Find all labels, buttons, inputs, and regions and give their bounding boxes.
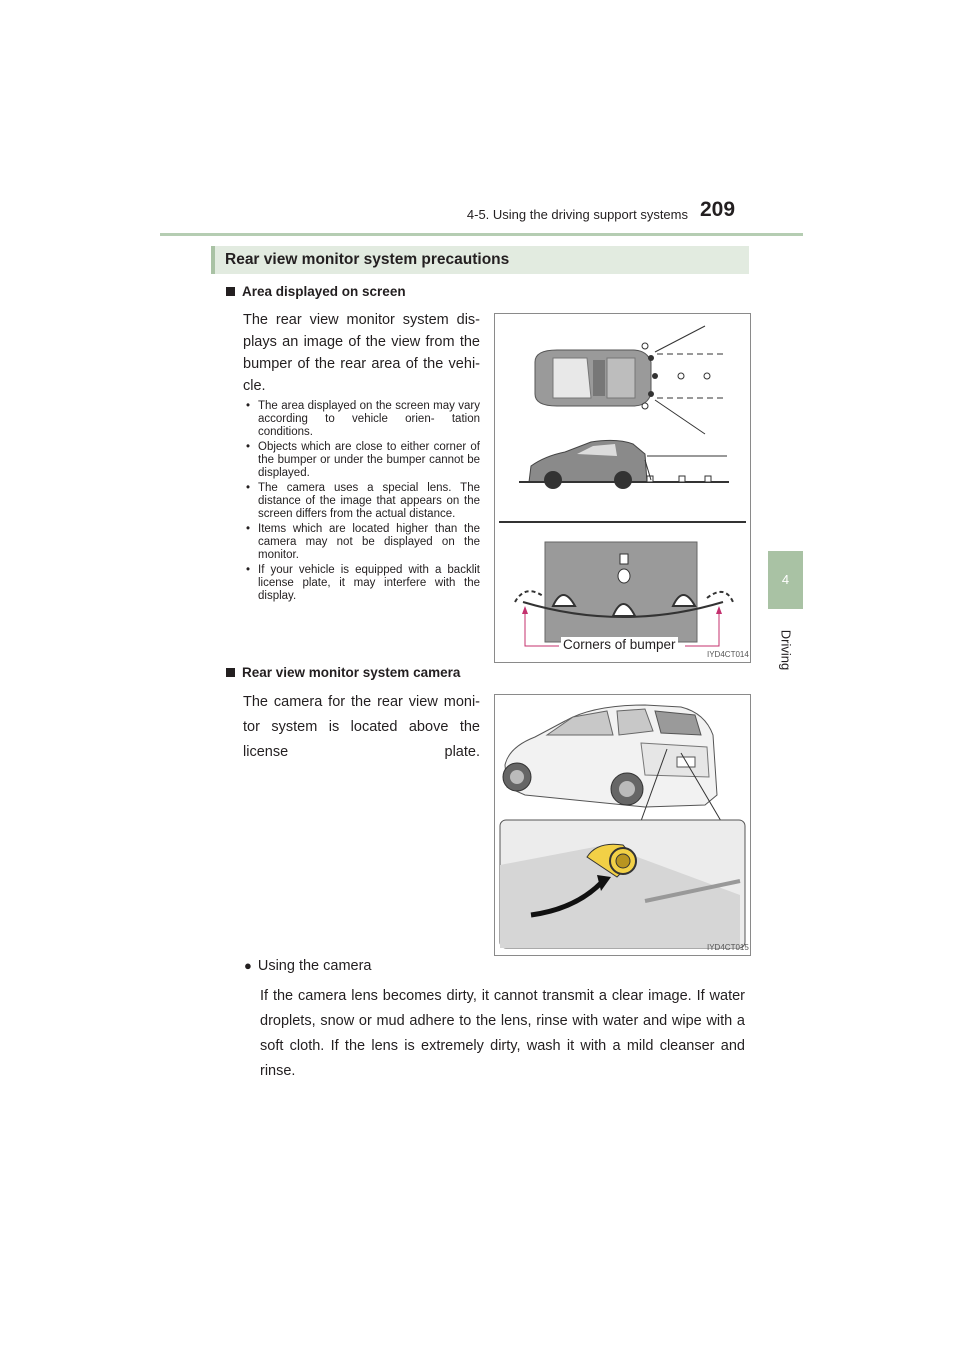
chapter-tab: 4 bbox=[768, 551, 803, 609]
section-title: Rear view monitor system precautions bbox=[225, 251, 510, 268]
list-item: • Items which are located higher than the camera may not be displayed on the monitor. bbox=[246, 523, 480, 561]
square-bullet-icon bbox=[226, 668, 235, 677]
camera-heading: Rear view monitor system camera bbox=[226, 665, 460, 680]
area-heading: Area displayed on screen bbox=[226, 284, 406, 299]
camera-diagram bbox=[495, 695, 750, 955]
car-rear-quarter-icon bbox=[503, 705, 717, 807]
list-item: • Objects which are close to either corner of the bumper or under the bumper cannot be displayed. bbox=[246, 441, 480, 479]
chapter-label bbox=[771, 620, 801, 680]
figure-id: IYD4CT014 bbox=[707, 650, 749, 659]
chapter-label-text: Driving bbox=[778, 629, 794, 671]
square-bullet-icon bbox=[226, 287, 235, 296]
corners-callout: Corners of bumper bbox=[563, 637, 676, 652]
car-top-view-icon bbox=[535, 350, 651, 406]
list-item: • The area displayed on the screen may vary according to vehicle orien- tation conditions. bbox=[246, 400, 480, 438]
area-diagram bbox=[495, 314, 750, 662]
using-heading: ● Using the camera bbox=[244, 958, 372, 974]
figure-id: IYD4CT015 bbox=[707, 943, 749, 952]
page-number: 209 bbox=[700, 198, 736, 221]
list-item: • The camera uses a special lens. The distance of the image that appears on the screen differs from the actual distance. bbox=[246, 482, 480, 520]
area-intro: The rear view monitor system dis- plays an image of the view from the bumper of the rear area of the vehi- cle. bbox=[243, 312, 480, 394]
camera-intro: The camera for the rear view moni- tor system is located above the license plate. bbox=[243, 694, 480, 760]
header-rule bbox=[160, 233, 803, 236]
round-bullet-icon: ● bbox=[244, 958, 252, 973]
list-item: • If your vehicle is equipped with a backlit license plate, it may interfere with the display. bbox=[246, 564, 480, 602]
area-figure bbox=[494, 313, 751, 663]
area-bullets bbox=[244, 400, 480, 605]
camera-figure bbox=[494, 694, 751, 956]
section-title-bar bbox=[211, 246, 749, 274]
section-header: 4-5. Using the driving support systems bbox=[466, 207, 688, 222]
using-text: If the camera lens becomes dirty, it cannot transmit a clear image. If water droplets, snow or mud adhere to the lens, rinse with water and wipe with a soft cloth. If the lens is extremely dirty, wash it with a mild cleanser and rinse. bbox=[260, 988, 745, 1079]
